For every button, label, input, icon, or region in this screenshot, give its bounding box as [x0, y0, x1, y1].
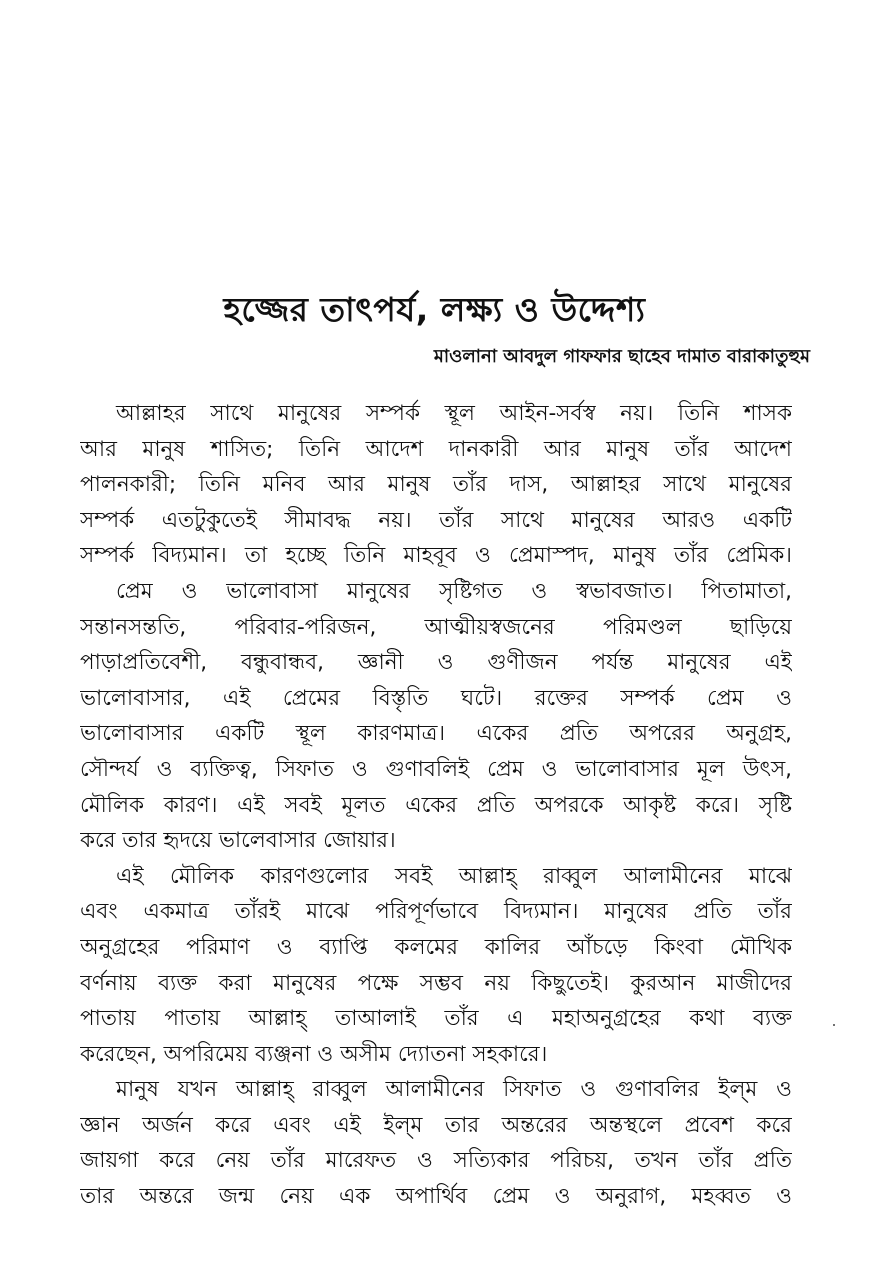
text-line: আর মানুষ শাসিত; তিনি আদেশ দানকারী আর মানুষ তাঁর আদেশ [80, 436, 792, 462]
text-line: ভালোবাসার একটি স্থূল কারণমাত্র। একের প্রতি অপরের অনুগ্রহ, [80, 721, 792, 747]
text-line: প্রেম ও ভালোবাসা মানুষের সৃষ্টিগত ও স্বভাবজাত। পিতামাতা, [116, 578, 792, 604]
article-body [80, 396, 792, 1215]
text-line: সম্পর্ক এতটুকুতেই সীমাবদ্ধ নয়। তাঁর সাথে মানুষের আরও একটি [80, 507, 792, 533]
text-line: বর্ণনায় ব্যক্ত করা মানুষের পক্ষে সম্ভব নয় কিছুতেই। কুরআন মাজীদের [80, 970, 792, 996]
paragraph [80, 1072, 792, 1214]
text-line: অনুগ্রহের পরিমাণ ও ব্যাপ্তি কলমের কালির আঁচড়ে কিংবা মৌখিক [80, 934, 792, 960]
page-title: হজ্জের তাৎপর্য, লক্ষ্য ও উদ্দেশ্য [223, 290, 646, 329]
text-line: সন্তানসন্ততি, পরিবার-পরিজন, আত্মীয়স্বজনের পরিমণ্ডল ছাড়িয়ে [80, 614, 792, 640]
text-line: পাতায় পাতায় আল্লাহ্ তাআলাই তাঁর এ মহাঅনুগ্রহের কথা ব্যক্ত [80, 1006, 792, 1032]
text-line: করে তার হৃদয়ে ভালেবাসার জোয়ার। [80, 828, 396, 854]
paragraph [80, 574, 792, 859]
stray-mark [833, 1024, 835, 1026]
text-line: জায়গা করে নেয় তাঁর মারেফত ও সত্যিকার পরিচয়, তখন তাঁর প্রতি [80, 1148, 792, 1174]
text-line: আল্লাহর সাথে মানুষের সম্পর্ক স্থূল আইন-সর্বস্ব নয়। তিনি শাসক [116, 401, 792, 426]
text-line: পাড়াপ্রতিবেশী, বন্ধুবান্ধব, জ্ঞানী ও গুণীজন পর্যন্ত মানুষের এই [80, 650, 792, 676]
paragraph [80, 396, 792, 574]
text-line: মানুষ যখন আল্লাহ্ রাব্বুল আলামীনের সিফাত ও গুণাবলির ইল্‌ম ও [116, 1077, 792, 1103]
text-line: করেছেন, অপরিমেয় ব্যঞ্জনা ও অসীম দ্যোতনা সহকারে। [80, 1041, 548, 1067]
text-line: মৌলিক কারণ। এই সবই মূলত একের প্রতি অপরকে আকৃষ্ট করে। সৃষ্টি [80, 792, 792, 818]
text-line: জ্ঞান অর্জন করে এবং এই ইল্‌ম তার অন্তরের অন্তস্থলে প্রবেশ করে [80, 1112, 792, 1138]
text-line: ভালোবাসার, এই প্রেমের বিস্তৃতি ঘটে। রক্তের সম্পর্ক প্রেম ও [80, 685, 792, 711]
text-line: পালনকারী; তিনি মনিব আর মানুষ তাঁর দাস, আল্লাহর সাথে মানুষের [80, 472, 792, 498]
text-line: সম্পর্ক বিদ্যমান। তা হচ্ছে তিনি মাহবূব ও প্রেমাস্পদ, মানুষ তাঁর প্রেমিক। [80, 543, 792, 569]
text-line: সৌন্দর্য ও ব্যক্তিত্ব, সিফাত ও গুণাবলিই প্রেম ও ভালোবাসার মূল উৎস, [80, 756, 792, 782]
author-line: মাওলানা আবদুল গাফফার ছাহেব দামাত বারাকাতুহুম [433, 346, 810, 367]
text-line: তার অন্তরে জন্ম নেয় এক অপার্থিব প্রেম ও অনুরাগ, মহব্বত ও [80, 1184, 792, 1210]
text-line: এই মৌলিক কারণগুলোর সবই আল্লাহ্ রাব্বুল আলামীনের মাঝে [116, 863, 792, 889]
paragraph [80, 859, 792, 1073]
text-line: এবং একমাত্র তাঁরই মাঝে পরিপূর্ণভাবে বিদ্যমান। মানুষের প্রতি তাঁর [80, 899, 792, 925]
